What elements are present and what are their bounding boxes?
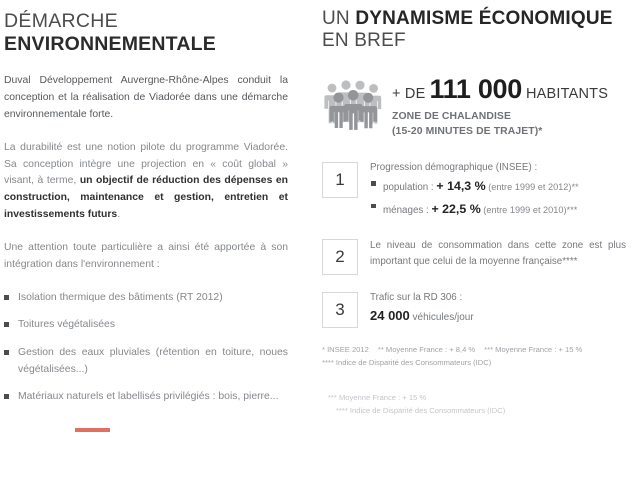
sub-item-note: (entre 1999 et 2012)** <box>485 182 579 193</box>
demographic-sub-list <box>370 177 632 218</box>
right-page-title <box>322 8 632 52</box>
footnote-row-1 <box>322 343 632 356</box>
square-bullet-icon <box>371 181 376 186</box>
right-column <box>310 0 640 480</box>
stat-item-3 <box>322 290 632 328</box>
catchment-area-line-1: ZONE DE CHALANDISE <box>392 111 511 123</box>
sub-item-note: (entre 1999 et 2010)*** <box>480 204 578 215</box>
durability-text-lead: La durabilité est une notion pilote du programme Viadorée. Sa conception intègre une projection en « coût global » visant, à terme, <box>4 141 288 187</box>
left-paragraph-intro: Duval Développement Auvergne-Rhône-Alpes conduit la conception et la réalisation de Viadorée dans une démarche environnementale forte. <box>4 75 288 120</box>
stat-number-badge-2: 2 <box>322 239 358 275</box>
footnotes-ghost-block <box>322 391 632 418</box>
square-bullet-icon <box>371 204 376 209</box>
list-item-label: Isolation thermique des bâtiments (RT 2012) <box>18 291 223 303</box>
durability-text-emphasis: un objectif de réduction des dépenses en construction, maintenance et gestion, entretien et investissements futurs <box>4 175 288 221</box>
left-title-line-1: DÉMARCHE <box>4 10 118 32</box>
crowd-people-icon <box>322 78 384 130</box>
right-title-line-2: EN BREF <box>322 30 406 52</box>
list-item-label: Matériaux naturels et labellisés privilégiés : bois, pierre... <box>18 391 279 403</box>
stat-title-1: Progression démographique (INSEE) : <box>370 161 538 173</box>
list-item <box>370 200 632 219</box>
stat-body-2 <box>358 237 632 270</box>
population-prefix: + DE <box>392 86 426 103</box>
right-title-prefix: UN <box>322 8 356 29</box>
list-item-label: Toitures végétalisées <box>18 319 116 331</box>
population-text-group <box>384 74 608 140</box>
traffic-value: 24 000 <box>370 308 410 324</box>
right-title-line-1 <box>322 8 632 30</box>
list-item <box>4 345 288 378</box>
sub-item-value: + 14,3 % <box>436 179 486 194</box>
accent-rule-divider <box>75 428 110 432</box>
footnote-item: ** Moyenne France : + 8,4 % <box>377 344 476 354</box>
list-item <box>4 317 288 334</box>
traffic-value-row <box>370 307 632 325</box>
footnote-row-2: **** Indice de Disparité des Consommateurs (IDC) <box>322 357 492 367</box>
stat-item-2 <box>322 237 632 275</box>
footnote-item: *** Moyenne France : + 15 % <box>484 344 583 354</box>
right-title-emphasis: DYNAMISME ÉCONOMIQUE <box>355 8 613 29</box>
stat-text-2: Le niveau de consommation dans cette zone est plus important que celui de la moyenne française**** <box>370 239 626 267</box>
footnote-ghost-row-1: *** Moyenne France : + 15 % <box>328 392 427 402</box>
population-headline <box>392 76 608 103</box>
durability-text-tail: . <box>117 209 121 221</box>
catchment-area-line-2: (15-20 MINUTES DE TRAJET)* <box>392 125 543 137</box>
footnote-item: * INSEE 2012 <box>322 344 369 354</box>
square-bullet-icon <box>4 322 9 327</box>
sub-item-label: population : <box>383 182 437 194</box>
left-title-line-2: ENVIRONNEMENTALE <box>4 32 216 55</box>
stat-body-3 <box>358 290 632 326</box>
list-item-label: Gestion des eaux pluviales (rétention en toiture, noues végétalisées...) <box>18 346 288 375</box>
traffic-unit: véhicules/jour <box>409 312 474 324</box>
environmental-measures-list <box>4 290 288 406</box>
population-value: 111 000 <box>429 74 522 105</box>
stat-number-badge-1: 1 <box>322 162 358 198</box>
stat-item-1 <box>322 160 632 222</box>
stat-title-3: Trafic sur la RD 306 : <box>370 291 463 303</box>
left-column <box>0 0 310 480</box>
stat-body-1 <box>358 160 632 222</box>
population-highlight <box>322 74 632 140</box>
stat-number-badge-3: 3 <box>322 292 358 328</box>
list-item <box>4 290 288 307</box>
list-item <box>4 389 288 406</box>
square-bullet-icon <box>4 350 9 355</box>
sub-item-value: + 22,5 % <box>431 201 481 216</box>
population-suffix: HABITANTS <box>525 86 609 103</box>
footnotes-block <box>322 343 632 369</box>
footnote-ghost-row-2: **** Indice de Disparité des Consommateurs (IDC) <box>336 406 506 416</box>
sub-item-label: ménages : <box>383 204 432 216</box>
square-bullet-icon <box>4 295 9 300</box>
square-bullet-icon <box>4 394 9 399</box>
left-paragraph-durability <box>4 140 288 224</box>
list-item <box>370 177 632 196</box>
left-page-title <box>4 10 288 55</box>
left-paragraph-integration: Une attention toute particulière a ainsi été apportée à son intégration dans l'environnement : <box>4 241 288 270</box>
